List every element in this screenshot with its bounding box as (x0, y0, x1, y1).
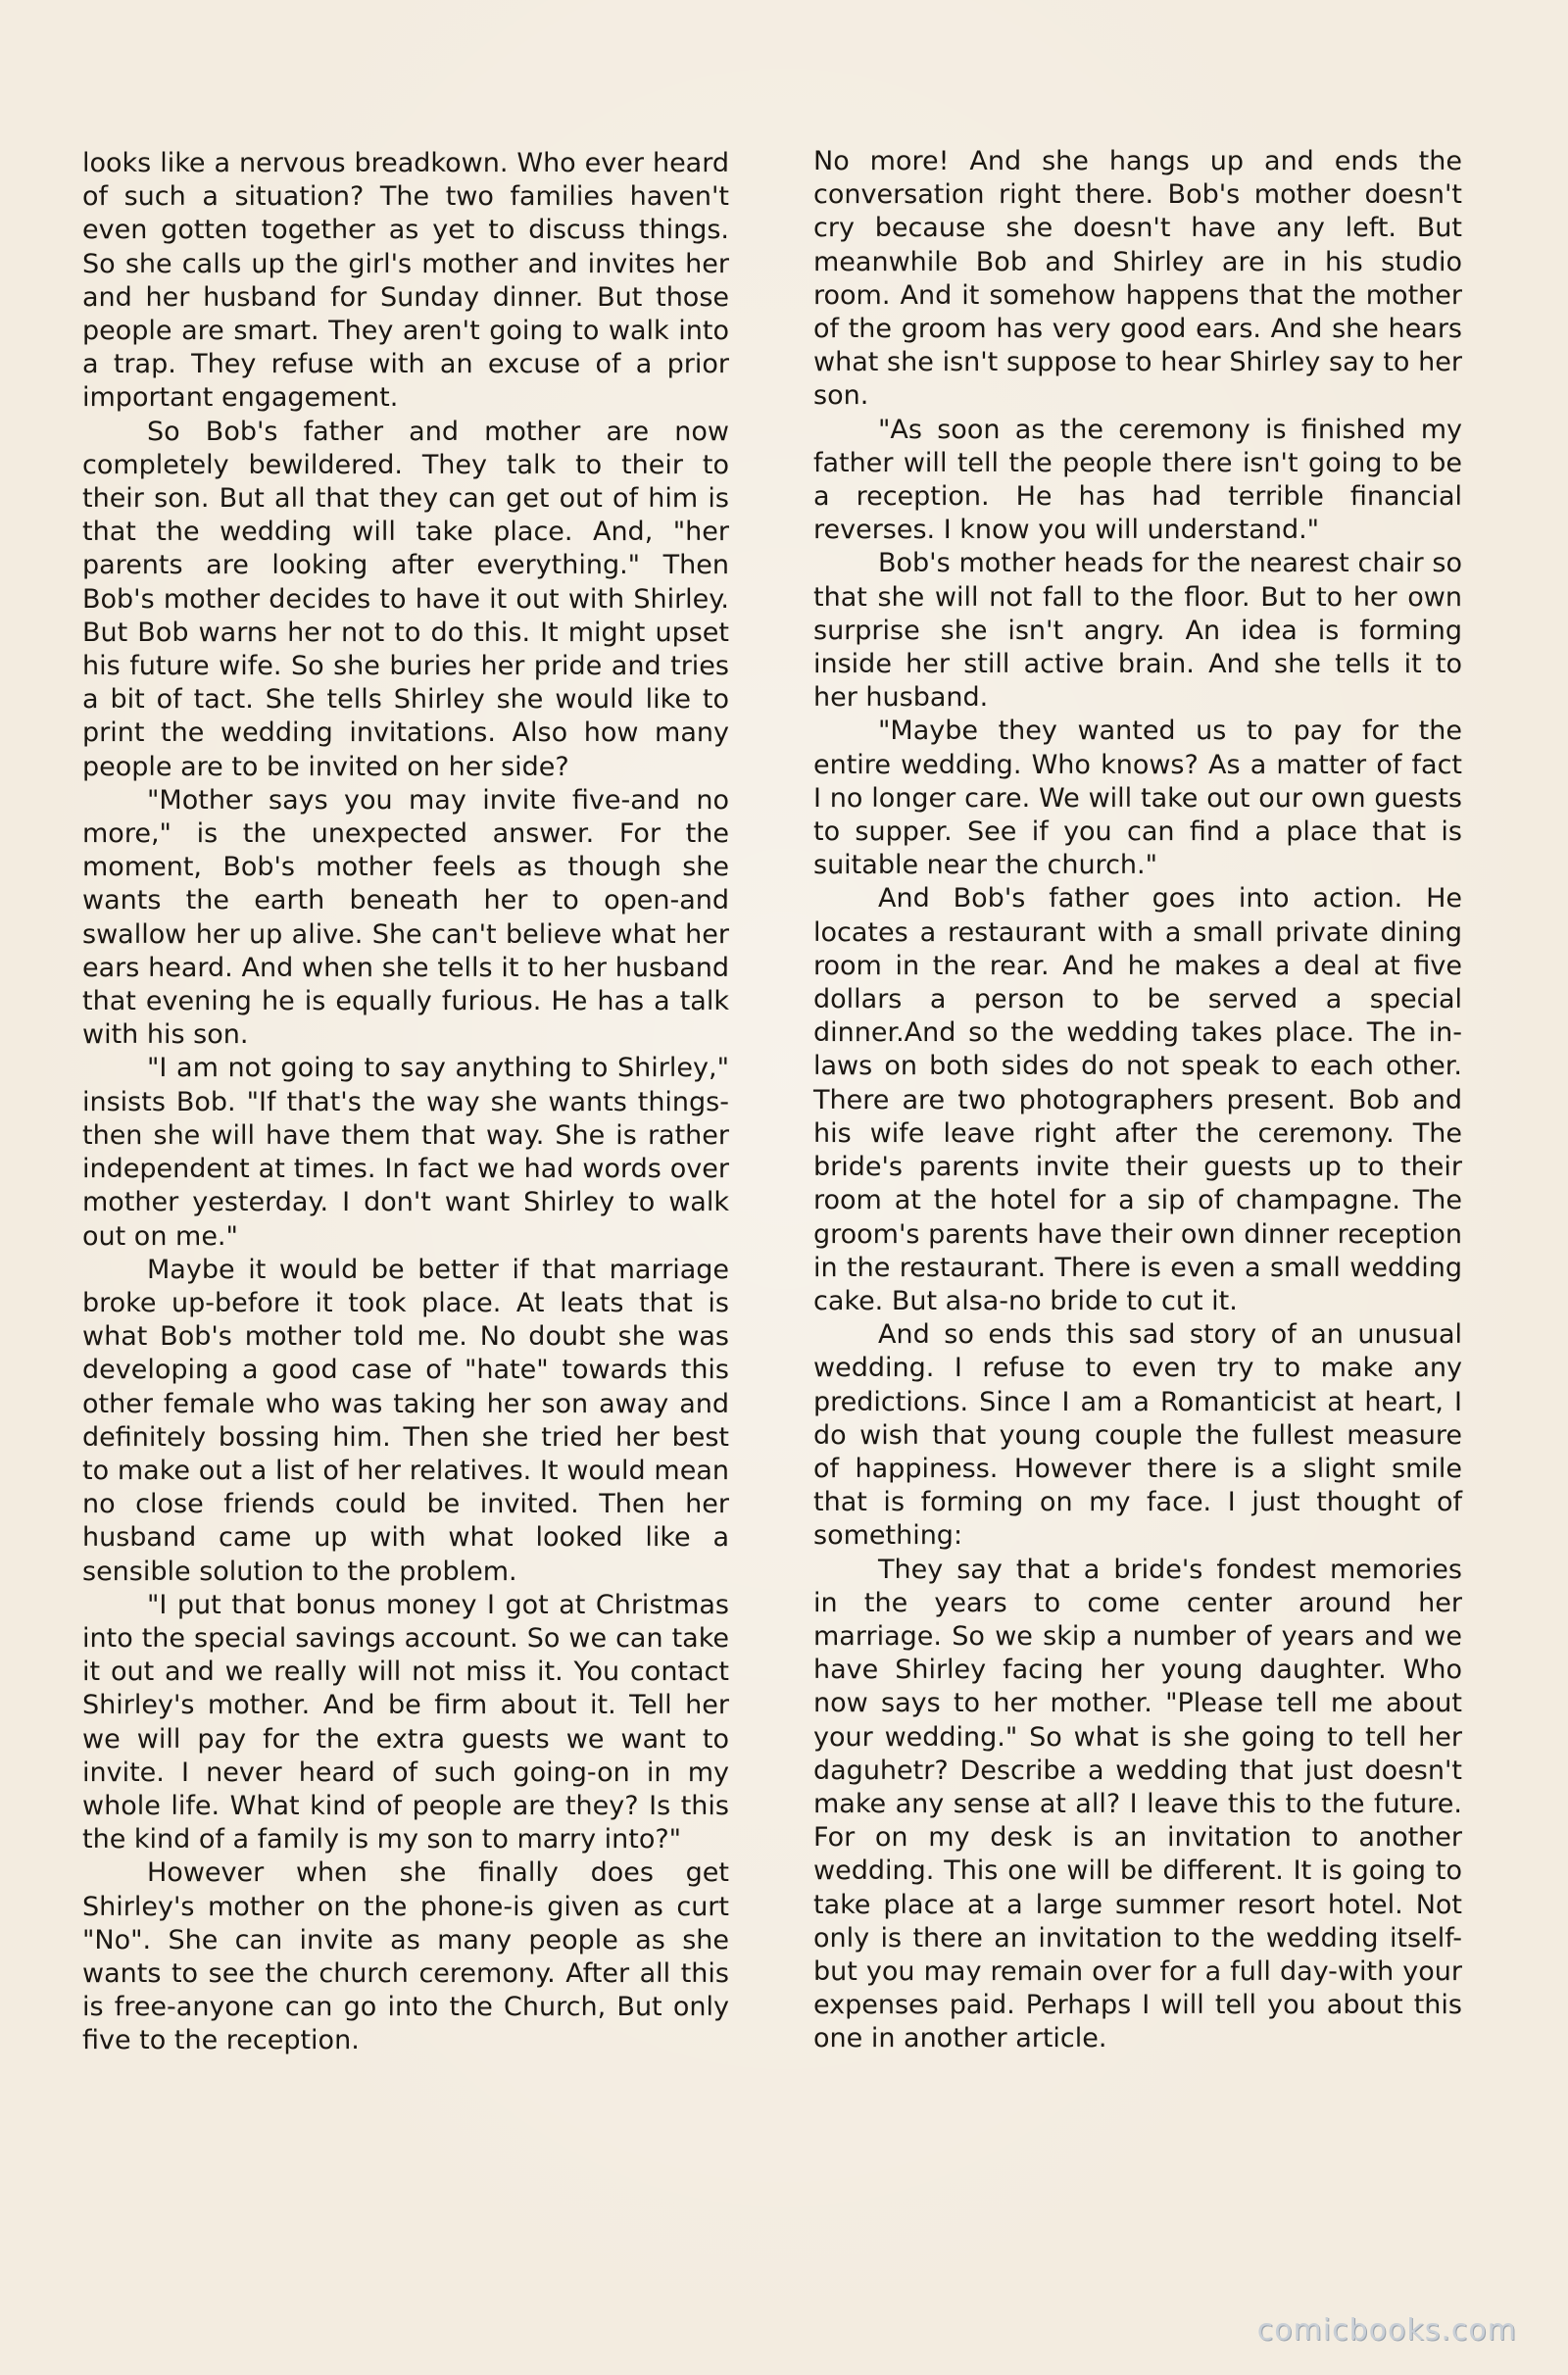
paragraph: And Bob's father goes into action. He locates a restaurant with a small private dining room in the rear. And he makes a deal at five dollars a person to be served a special dinner.And so the wedding takes place. The in-laws on both sides do not speak to each other. There are two photographers present. Bob and his wife leave right after the ceremony. The bride's parents invite their guests up to their room at the hotel for a sip of champagne. The groom's parents have their own dinner reception in the restaurant. There is even a small wedding cake. But alsa-no bride to cut it. (813, 883, 1462, 1316)
paragraph: "As soon as the ceremony is finished my father will tell the people there isn't going to be a reception. He has had terrible financial reverses. I know you will understand." (813, 414, 1462, 546)
paragraph: No more! And she hangs up and ends the conversation right there. Bob's mother doesn't cry because she doesn't have any left. But meanwhile Bob and Shirley are in his studio room. And it somehow happens that the mother of the groom has very good ears. And she hears what she isn't suppose to hear Shirley say to her son. (813, 146, 1462, 412)
paragraph: "Mother says you may invite five-and no more," is the unexpected answer. For the moment, Bob's mother feels as though she wants the earth beneath her to open-and swallow her up alive. She can't believe what her ears heard. And when she tells it to her husband that evening he is equally furious. He has a talk with his son. (82, 784, 729, 1051)
paragraph: Maybe it would be better if that marriage broke up-before it took place. At leats that is what Bob's mother told me. No doubt she was developing a good case of "hate" towards this other female who was taking her son away and definitely bossing him. Then she tried her best to make out a list of her relatives. It would mean no close friends could be invited. Then her husband came up with what looked like a sensible solution to the problem. (82, 1254, 729, 1587)
site-watermark: comicbooks.com (1256, 2313, 1517, 2348)
right-text-column (813, 145, 1462, 2056)
paragraph: "Maybe they wanted us to pay for the entire wedding. Who knows? As a matter of fact I no longer care. We will take out our own guests to supper. See if you can find a place that is suitable near the church." (813, 716, 1462, 881)
paragraph: looks like a nervous breadkown. Who ever heard of such a situation? The two families haven't even gotten together as yet to discuss things. So she calls up the girl's mother and invites her and her husband for Sunday dinner. But those people are smart. They aren't going to walk into a trap. They refuse with an excuse of a prior important engagement. (82, 148, 729, 414)
paragraph: "I put that bonus money I got at Christmas into the special savings account. So we can take it out and we really will not miss it. You contact Shirley's mother. And be firm about it. Tell her we will pay for the extra guests we want to invite. I never heard of such going-on in my whole life. What kind of people are they? Is this the kind of a family is my son to marry into?" (82, 1589, 729, 1855)
paragraph: "I am not going to say anything to Shirley," insists Bob. "If that's the way she wants things-then she will have them that way. She is rather independent at times. In fact we had words over mother yesterday. I don't want Shirley to walk out on me." (82, 1053, 729, 1252)
left-text-column (82, 147, 729, 2058)
paragraph: So Bob's father and mother are now completely bewildered. They talk to their to their son. But all that they can get out of him is that the wedding will take place. And, "her parents are looking after everything." Then Bob's mother decides to have it out with Shirley. But Bob warns her not to do this. It might upset his future wife. So she buries her pride and tries a bit of tact. She tells Shirley she would like to print the wedding invitations. Also how many people are to be invited on her side? (82, 416, 729, 782)
paragraph: Bob's mother heads for the nearest chair so that she will not fall to the floor. But to her own surprise she isn't angry. An idea is forming inside her still active brain. And she tells it to her husband. (813, 548, 1462, 714)
paragraph: However when she finally does get Shirley's mother on the phone-is given as curt "No". She can invite as many people as she wants to see the church ceremony. After all this is free-anyone can go into the Church, But only five to the reception. (82, 1857, 729, 2056)
paragraph: And so ends this sad story of an unusual wedding. I refuse to even try to make any predictions. Since I am a Romanticist at heart, I do wish that young couple the fullest measure of happiness. However there is a slight smile that is forming on my face. I just thought of something: (813, 1319, 1462, 1552)
paragraph: They say that a bride's fondest memories in the years to come center around her marriage. So we skip a number of years and we have Shirley facing her young daughter. Who now says to her mother. "Please tell me about your wedding." So what is she going to tell her daguhetr? Describe a wedding that just doesn't make any sense at all? I leave this to the future. For on my desk is an invitation to another wedding. This one will be different. It is going to take place at a large summer resort hotel. Not only is there an invitation to the wedding itself-but you may remain over for a full day-with your expenses paid. Perhaps I will tell you about this one in another article. (813, 1554, 1462, 2054)
